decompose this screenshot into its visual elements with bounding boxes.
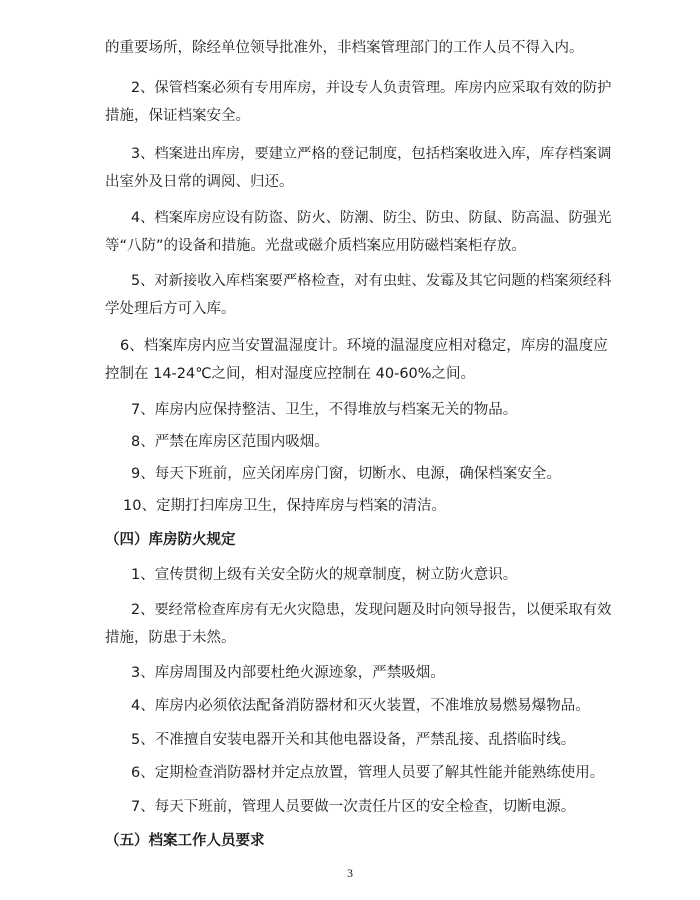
paragraph-line: 3、库房周围及内部要杜绝火源迹象，严禁吸烟。 (131, 665, 445, 681)
paragraph-line: 3、档案进出库房，要建立严格的登记制度，包括档案收进入库，库存档案调 (131, 146, 612, 162)
paragraph-line: 5、对新接收入库档案要严格检查，对有虫蛀、发霉及其它问题的档案须经科 (131, 273, 612, 289)
paragraph-line: 5、不准擅自安装电器开关和其他电器设备，严禁乱接、乱搭临时线。 (131, 732, 576, 748)
paragraph-line: 7、库房内应保持整洁、卫生，不得堆放与档案无关的物品。 (131, 402, 518, 418)
paragraph-line: 措施，防患于未然。 (105, 630, 236, 646)
paragraph-line: 控制在 14-24℃之间，相对湿度应控制在 40-60%之间。 (105, 366, 476, 382)
paragraph-line: 4、档案库房应设有防盗、防火、防潮、防尘、防虫、防鼠、防高温、防强光 (131, 210, 612, 226)
paragraph-line: 6、档案库房内应当安置温湿度计。环境的温湿度应相对稳定，库房的温度应 (120, 338, 608, 354)
paragraph-line: 等“八防”的设备和措施。光盘或磁介质档案应用防磁档案柜存放。 (105, 238, 527, 254)
paragraph-line: 措施，保证档案安全。 (105, 108, 250, 124)
paragraph-line: 10、定期打扫库房卫生，保持库房与档案的清洁。 (123, 498, 446, 514)
paragraph-line: 9、每天下班前，应关闭库房门窗，切断水、电源，确保档案安全。 (131, 466, 561, 482)
paragraph-line: 2、要经常检查库房有无火灾隐患，发现问题及时向领导报告，以便采取有效 (131, 602, 612, 618)
section-heading: （五）档案工作人员要求 (105, 833, 265, 849)
page-number: 3 (347, 866, 353, 880)
paragraph-line: 的重要场所，除经单位领导批准外，非档案管理部门的工作人员不得入内。 (105, 40, 584, 56)
paragraph-line: 4、库房内必须依法配备消防器材和灭火装置，不准堆放易燃易爆物品。 (131, 698, 590, 714)
paragraph-line: 7、每天下班前，管理人员要做一次责任片区的安全检查，切断电源。 (131, 799, 576, 815)
paragraph-line: 1、宣传贯彻上级有关安全防火的规章制度，树立防火意识。 (131, 567, 518, 583)
paragraph-line: 6、定期检查消防器材并定点放置，管理人员要了解其性能并能熟练使用。 (131, 765, 605, 781)
paragraph-line: 8、严禁在库房区范围内吸烟。 (131, 434, 329, 450)
paragraph-line: 出室外及日常的调阅、归还。 (105, 174, 294, 190)
paragraph-line: 学处理后方可入库。 (105, 301, 236, 317)
section-heading: （四）库房防火规定 (105, 532, 236, 548)
paragraph-line: 2、保管档案必须有专用库房，并设专人负责管理。库房内应采取有效的防护 (131, 80, 612, 96)
